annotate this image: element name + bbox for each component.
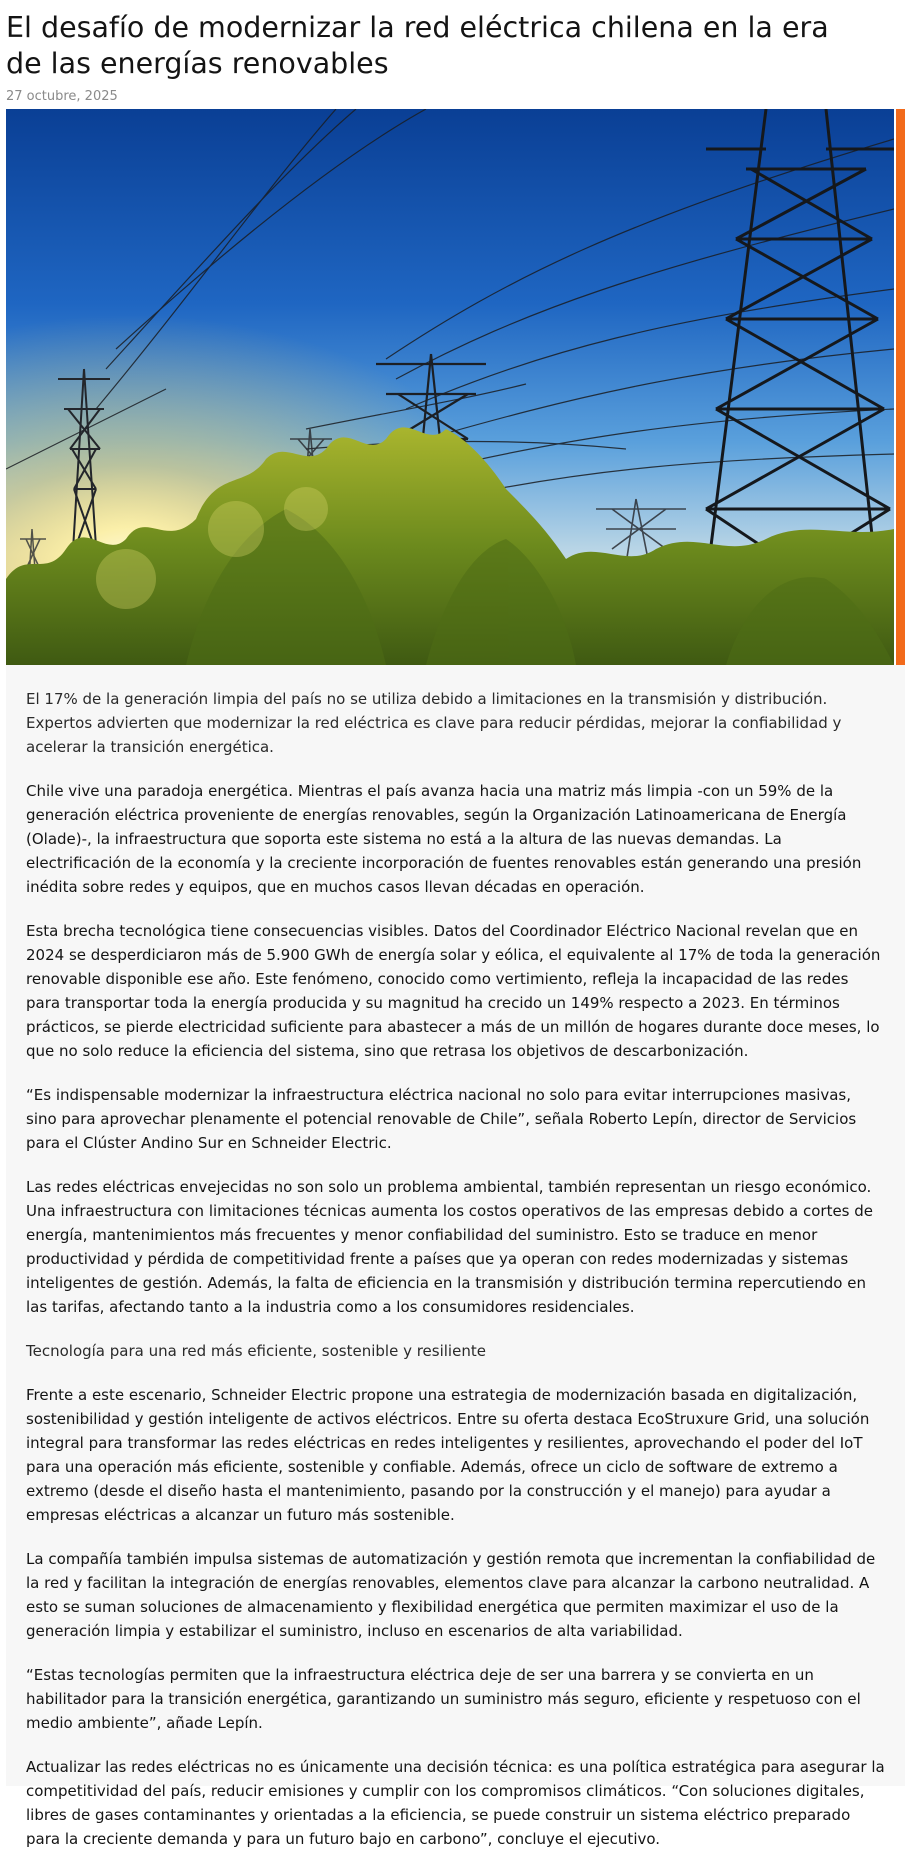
article-paragraph: “Es indispensable modernizar la infraestructura eléctrica nacional no solo para evitar interrupciones masivas, sino para aprovechar plenamente el potencial renovable de Chile”, señala Roberto Lepín, director de Servicios para el Clúster Andino Sur en Schneider Electric. [26,1086,857,1152]
article-paragraph: “Estas tecnologías permiten que la infraestructura eléctrica deje de ser una barrera y se convierta en un habilitador para la transición energética, garantizando un suministro más seguro, eficiente y respetuoso con el medio ambiente”, añade Lepín. [26,1666,861,1732]
accent-bar [896,109,905,665]
article-paragraph: Frente a este escenario, Schneider Electric propone una estrategia de modernización basada en digitalización, sostenibilidad y gestión inteligente de activos eléctricos. Entre su oferta destaca EcoStruxure Grid, una solución integral para transformar las redes eléctricas en redes inteligentes y resilientes, aprovechando el poder del IoT para una operación más eficiente, sostenible y confiable. Además, ofrece un ciclo de software de extremo a extremo (desde el diseño hasta el mantenimiento, pasando por la construcción y el manejo) para ayudar a empresas eléctricas a alcanzar un futuro más sostenible. [26,1386,870,1524]
article-paragraph: Actualizar las redes eléctricas no es únicamente una decisión técnica: es una política estratégica para asegurar la competitividad del país, reducir emisiones y cumplir con los compromisos climáticos. “Con soluciones digitales, libres de gases contaminantes y orientadas a la eficiencia, se puede construir un sistema eléctrico preparado para la creciente demanda y para un futuro bajo en carbono”, concluye el ejecutivo. [26,1758,885,1848]
article-date: 27 octubre, 2025 [6,89,118,104]
article-body [6,665,905,1848]
article-subheading: Tecnología para una red más eficiente, sostenible y resiliente [26,1342,486,1360]
article-lead: El 17% de la generación limpia del país no se utiliza debido a limitaciones en la transmisión y distribución. Expertos advierten que modernizar la red eléctrica es clave para reducir pérdidas, mejorar la confiabilidad y acelerar la transición energética. [26,690,842,756]
power-transmission-towers-sunset-image [6,109,894,665]
hero-image [6,109,894,665]
article-paragraph: Las redes eléctricas envejecidas no son solo un problema ambiental, también representan un riesgo económico. Una infraestructura con limitaciones técnicas aumenta los costos operativos de las empresas debido a cortes de energía, mantenimientos más frecuentes y menor confiabilidad del suministro. Esto se traduce en menor productividad y pérdida de competitividad frente a países que ya operan con redes modernizadas y sistemas inteligentes de gestión. Además, la falta de eficiencia en la transmisión y distribución termina repercutiendo en las tarifas, afectando tanto a la industria como a los consumidores residenciales. [26,1178,874,1316]
article-paragraph: La compañía también impulsa sistemas de automatización y gestión remota que incrementan la confiabilidad de la red y facilitan la integración de energías renovables, elementos clave para alcanzar la carbono neutralidad. A esto se suman soluciones de almacenamiento y flexibilidad energética que permiten maximizar el uso de la generación limpia y estabilizar el suministro, incluso en escenarios de alta variabilidad. [26,1550,876,1640]
article-paragraph: Esta brecha tecnológica tiene consecuencias visibles. Datos del Coordinador Eléctrico Nacional revelan que en 2024 se desperdiciaron más de 5.900 GWh de energía solar y eólica, el equivalente al 17% de toda la generación renovable disponible ese año. Este fenómeno, conocido como vertimiento, refleja la incapacidad de las redes para transportar toda la energía producida y su magnitud ha crecido un 149% respecto a 2023. En términos prácticos, se pierde electricidad suficiente para abastecer a más de un millón de hogares durante doce meses, lo que no solo reduce la eficiencia del sistema, sino que retrasa los objetivos de descarbonización. [26,922,881,1060]
article-title: El desafío de modernizar la red eléctrica chilena en la era de las energías renovables [6,11,829,80]
article-paragraph: Chile vive una paradoja energética. Mientras el país avanza hacia una matriz más limpia -con un 59% de la generación eléctrica proveniente de energías renovables, según la Organización Latinoamericana de Energía (Olade)-, la infraestructura que soporta este sistema no está a la altura de las nuevas demandas. La electrificación de la economía y la creciente incorporación de fuentes renovables están generando una presión inédita sobre redes y equipos, que en muchos casos llevan décadas en operación. [26,782,862,896]
